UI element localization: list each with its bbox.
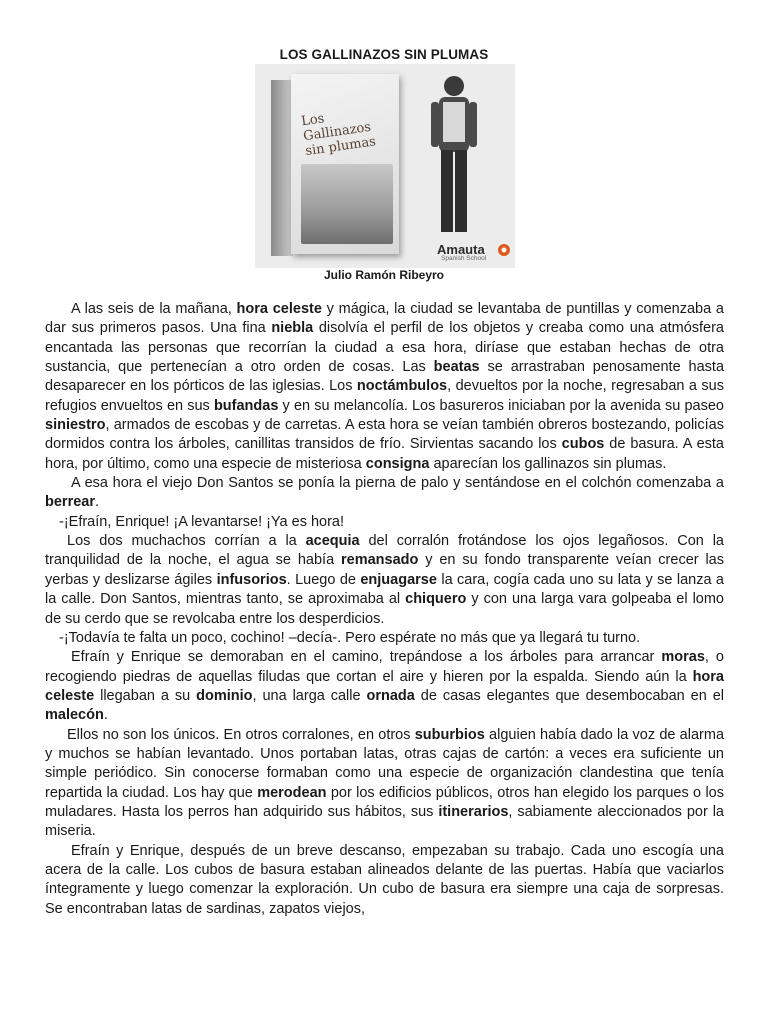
text-run: . Luego de [286,571,361,588]
publisher-name: Amauta [437,242,485,257]
text-run: , armados de escobas y de carretas. A esta hora se veían también obreros bostezando, policías dormidos contra los árboles, canillitas transidos de frío. Sirvientas sacando los [45,417,724,453]
bold-term: moras [661,649,705,666]
bold-term: beatas [433,359,480,376]
paragraph [45,532,724,629]
bold-term: dominio [196,687,253,704]
text-run: se arrastraban penosamente hasta desaparecer en los pórticos de las iglesias. Los [45,359,725,395]
text-run: de casas elegantes que desembocaban en el [414,687,724,704]
text-run: -¡Efraín, Enrique! ¡A levantarse! ¡Ya es hora! [59,513,345,530]
text-run: aparecían los gallinazos sin plumas. [429,455,667,472]
text-run: y en su fondo transparente veían crecer las yerbas y deslizarse ágiles [45,552,724,588]
bold-term: consigna [365,455,430,472]
author-photo [427,72,481,238]
bold-term: niebla [271,320,314,337]
paragraph [45,513,724,532]
text-run: de basura. A esta hora, por último, como una especie de misteriosa [45,436,724,472]
text-run: A esa hora el viejo Don Santos se ponía la pierna de palo y sentándose en el colchón comenzaba a [71,475,724,492]
text-run: A las seis de la mañana, [71,301,237,317]
publisher-logo [437,242,513,264]
publisher-logo-icon [497,243,511,257]
text-run: , una larga calle [252,687,367,704]
text-run: -¡Todavía te falta un poco, cochino! –decía-. Pero espérate no más que ya llegará tu turno. [59,629,641,646]
bold-term: hora celeste [45,668,724,704]
bold-term: cubos [561,436,605,453]
bold-term: ornada [366,687,415,704]
bold-term: hora celeste [236,301,322,317]
body-text [45,300,724,919]
text-run: . [94,494,100,511]
text-run: disolvía el perfil de los objetos y creaba como una atmósfera encantada las personas que recorrían la ciudad a esa hora, diríase que estaban hechas de otra sustancia, que pertenecían a otro orden de cosas. Las [45,320,724,376]
bold-term: acequia [305,533,360,550]
paragraph [45,842,724,919]
text-run: Ellos no son los únicos. En otros corralones, en otros [67,726,415,743]
bold-term: chiquero [405,591,467,608]
text-run: , o recogiendo piedras de aquellas filudas que cortan el aire y hieren por la espalda. Siendo aún la [45,649,724,685]
paragraph [45,726,724,842]
bold-term: itinerarios [438,803,509,820]
text-run: Efraín y Enrique, después de un breve descanso, empezaban su trabajo. Cada uno escogía una acera de la calle. Los cubos de basura estaban alineados delante de las puertas. Había que vaciarlos íntegramente y luego comenzar la exploración. Un cubo de basura era siempre una caja de sorpresas. Se encontraban latas de sardinas, zapatos viejos, [45,842,724,917]
book-cover-illustration [301,164,393,244]
text-run: Efraín y Enrique se demoraban en el camino, trepándose a los árboles para arrancar [71,649,662,666]
text-run: y en su melancolía. Los basureros iniciaban por la avenida su paseo [278,397,724,414]
text-run: Los dos muchachos corrían a la [67,533,306,550]
text-run: la cara, cogía cada uno su lata y se lanza a la calle. Don Santos, mientras tanto, se aproximaba al [45,571,724,608]
bold-term: suburbios [414,726,485,743]
text-run: , sabiamente aleccionados por la miseria. [45,803,724,840]
paragraph [45,474,724,513]
text-run: por los edificios públicos, otros han elegido los parques o los muladares. Hasta los perros han adquirido sus hábitos, sus [45,784,724,820]
text-run: y con una larga vara golpeaba el lomo de su cerdo que se revolcaba entre los desperdicios. [45,591,724,627]
bold-term: siniestro [45,417,106,434]
paragraph [45,648,724,725]
book-cover-image [255,64,515,268]
paragraph [45,629,724,648]
bold-term: enjuagarse [360,571,437,588]
book-spine [271,80,293,256]
bold-term: malecón [45,707,104,724]
publisher-subtitle: Spanish School [441,255,487,262]
bold-term: remansado [341,552,419,569]
text-run: y mágica, la ciudad se levantaba de puntillas y comenzaba a dar sus primeros pasos. Una fina [45,301,724,337]
document-title: LOS GALLINAZOS SIN PLUMAS [279,47,489,62]
text-run: . [103,707,108,724]
book-cover-title: Los Gallinazos sin plumas [300,111,377,160]
image-caption: Julio Ramón Ribeyro [323,268,445,282]
bold-term: merodean [257,784,327,801]
text-run: del corralón frotándose los ojos legañosos. Con la tranquilidad de la noche, el agua se había [45,533,724,569]
bold-term: noctámbulos [356,378,448,395]
bold-term: berrear [45,494,95,511]
bold-term: bufandas [213,397,279,414]
paragraph [45,300,724,474]
bold-term: infusorios [216,571,287,588]
text-run: alguien había dado la voz de alarma y muchos se habían levantado. Unos portaban latas, otras cajas de cartón: a veces era suficiente un simple periódico. Sin conocerse formaban como una especie de organización clandestina que tenía repartida la ciudad. Los hay que [45,726,725,801]
text-run: llegaban a su [94,687,197,704]
text-run: , devueltos por la noche, regresaban a sus refugios envueltos en sus [45,378,724,414]
